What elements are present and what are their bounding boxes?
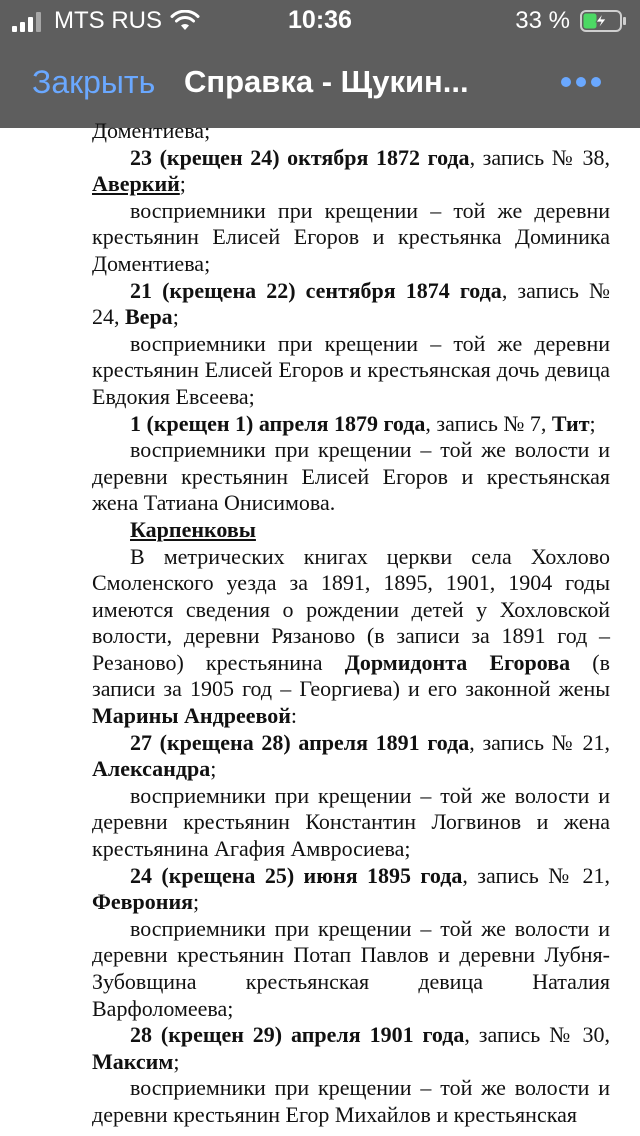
- paragraph: Доментиева;: [92, 118, 211, 143]
- document-title: Справка - Щукин...: [184, 64, 469, 99]
- status-time: 10:36: [288, 6, 352, 34]
- document-text: [92, 118, 610, 1129]
- more-dots-icon[interactable]: [560, 70, 602, 94]
- battery-charging-icon: [580, 10, 628, 32]
- record-entry: 21 (крещена 22) сентября 1874 года, запись № 24, Вера;: [92, 277, 611, 330]
- battery-percent: 33 %: [515, 7, 570, 34]
- godparents-entry: восприемники при крещении – той же деревни крестьянин Елисей Егоров и крестьянская дочь девица Евдокия Евсеева;: [92, 330, 610, 409]
- record-entry: 23 (крещен 24) октября 1872 года, запись № 38, Аверкий;: [92, 144, 610, 197]
- record-entry: 24 (крещена 25) июня 1895 года, запись № 21, Феврония;: [92, 862, 610, 915]
- godparents-entry: восприемники при крещении – той же волости и деревни крестьянин Елисей Егоров и крестьянская жена Татиана Онисимова.: [92, 437, 610, 516]
- close-button[interactable]: Закрыть: [32, 64, 156, 100]
- godparents-entry: восприемники при крещении – той же волости и деревни крестьянин Константин Логвинов и жена крестьянина Агафия Амвросиева;: [92, 782, 610, 862]
- carrier-label: MTS RUS: [54, 7, 162, 34]
- status-right: [515, 7, 628, 35]
- section-heading: Карпенковы: [130, 516, 256, 542]
- navigation-bar: [0, 40, 640, 128]
- record-entry: 27 (крещена 28) апреля 1891 года, запись № 21, Александра;: [92, 729, 610, 782]
- record-entry: 1 (крещен 1) апреля 1879 года, запись № 7, Тит;: [130, 410, 596, 436]
- godparents-entry: восприемники при крещении – той же волости и деревни крестьянин Потап Павлов и деревни Лубня-Зубовщина крестьянская девица Наталия Варфоломеева;: [92, 915, 610, 1021]
- paragraph: В метрических книгах церкви села Хохлово Смоленского уезда за 1891, 1895, 1901, 1904 годы имеются сведения о рождении детей у Хохловской волости, деревни Рязаново (в записи за 1891 год – Резаново) крестьянина Дормидонта Егорова (в записи за 1905 год – Георгиева) и его законной жены Марины Андреевой:: [92, 543, 610, 729]
- godparents-entry: восприемники при крещении – той же волости и деревни крестьянин Егор Михайлов и крестьянская: [92, 1075, 610, 1127]
- status-bar: [0, 0, 640, 40]
- godparents-entry: восприемники при крещении – той же деревни крестьянин Елисей Егоров и крестьянка Доминика Доментиева;: [92, 197, 610, 276]
- record-entry: 28 (крещен 29) апреля 1901 года, запись № 30, Максим;: [92, 1022, 610, 1074]
- document-viewer[interactable]: [0, 118, 640, 1136]
